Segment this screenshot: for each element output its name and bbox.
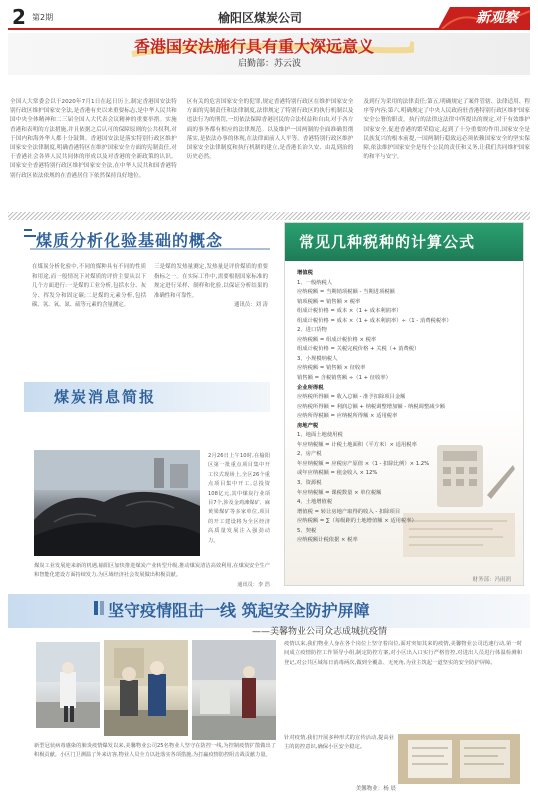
- tax-formula-line: 应纳税所得额 = 利润总额 + 纳税调整增加额 - 纳税调整减少额: [297, 403, 446, 410]
- article-paragraph: 三是煤的发热量测定,发热量是评价煤质的重要指标之一。在实际工作中,需要根据国家标准的规定进行采样、制样和化验,以保证分析结果的准确性和可靠性。: [154, 264, 268, 299]
- tax-formula-line: 应纳税额 = ∑（每级距的土地增值额 × 适用税率）: [297, 518, 417, 525]
- tax-section-heading: 增值税: [297, 270, 313, 276]
- tax-formula-line: 年应纳税额 = 课税数量 × 单位税额: [297, 489, 382, 496]
- disinfection-photo: [36, 642, 100, 728]
- tax-section-heading: 房地产税: [297, 422, 319, 429]
- tax-formula-line: 3、资源税: [297, 480, 322, 487]
- tax-formula-line: 应纳税额 = 当期销项税额 - 当期进项税额: [297, 289, 395, 296]
- notice-board-photo: [398, 734, 520, 784]
- article-author: 通讯员：刘 涛: [233, 302, 268, 309]
- brief-paragraph: 煤炭工业发展迎来新的机遇,榆阳区加快推进煤炭产业转型升级,推动煤炭清洁高效利用,在煤炭安全生产和智能化建设方面持续发力,为区域经济社会发展做出积极贡献。: [34, 563, 270, 579]
- tax-formula-box: [284, 222, 524, 586]
- tax-formula-line: 1、地面土地使用税: [297, 432, 343, 439]
- article-column: 区有关的危害国家安全的犯罪,规定香港特别行政区在维护国家安全方面的宪制责任和法律制度,法律规定了特别行政区的执行机制以及违法行为的刑罚,一切依法保障香港居民的合法权益和自由,对于各方面的事务都有相应的法律规范。以及维护一国两制的全面准确贯彻落实,是依法办事的体现,在法律面前人人平等。香港特别行政区维护国家安全法律制度和执行机制的建立,是香港长治久安、由乱到治的历史必然。: [186, 99, 354, 161]
- tax-formula-line: 年应纳税额 = 计税土地面积（平方米）× 适用税率: [297, 441, 417, 448]
- epidemic-title: 坚守疫情阻击一线 筑起安全防护屏障: [108, 601, 370, 620]
- tax-formula-line: 或年应纳税额 = 租金收入 × 12%: [297, 470, 378, 477]
- brief-bottom-text: [34, 562, 270, 590]
- temperature-check-photo: [104, 640, 188, 736]
- tax-formula-line: 销项税额 = 销售额 × 税率: [297, 298, 361, 305]
- epidemic-intro-text: 新型冠状病毒感染的肺炎疫情爆发以来,美馨物业公司25名物业人坚守在防控一线,为控制疫情扩散做出了积极贡献。小区门卫测温了外来访客,物业人员全力以赴落实各项措施,为打赢疫情防控阻击战贡献力量。: [34, 743, 276, 758]
- epidemic-author: 美馨物业：杨 晨: [355, 786, 396, 792]
- tax-formula-line: 应纳税额计税依据 × 税率: [297, 537, 358, 544]
- tax-formula-line: 组成计税价格 = 关税完税价格 + 关税（+ 消费税）: [297, 346, 420, 353]
- coal-article-body: [32, 263, 268, 311]
- page-header: [8, 4, 530, 30]
- epidemic-body-text: 疫情以来,我们物业人身在各个岗位上坚守着岗位,面对突如其来的疫情,美馨物业公司迅速行动,第一时间成立疫情防控工作领导小组,制定防控方案,对小区出入口实行严格管控,对进出人员进行体温检测和登记,对公共区域每日消毒两次,做到全覆盖、无死角,为业主筑起一道坚实的安全防护屏障。: [284, 641, 522, 666]
- tax-formula-line: 组成计税价格 = 成本 ×（1 + 成本利润率）: [297, 308, 402, 315]
- tax-box-author: 财务部：冯雨润: [472, 577, 511, 583]
- tax-formula-line: 应纳税额 = 组成计税价格 × 税率: [297, 336, 377, 343]
- brief-side-text: 2月26日上午10时,在榆阳区第一批重点项目集中开工仪式现场上,全区26个重点项目集中开工,总投资108亿元,其中煤炭行业项目7个,涉及金鸡滩煤矿、麻黄梁煤矿等多家单位,项目的开工建设将为全区经济高质量发展注入强劲动力。: [208, 453, 271, 544]
- article-column: 及到行为采用的法律责任;第五,明确规定了案件管辖、法律适用、程序等内容;第六,明确规定了中央人民政府驻香港特别行政区维护国家安全公署的职责。执行的法律这法律中所提出的规定,对于有效维护国家安全,促进香港的繁荣稳定,起到了十分重要的作用,国家安全是民族复兴的根本前提,一国两制行稳致远必须依赖国家安全的坚实保障,依法维护国家安全是每个公民的责任和义务,让我们共同维护国家的和平与安宁。: [363, 99, 531, 161]
- tax-formula-line: 组成计税价格 = 成本 ×（1 + 成本利润率）÷（1 - 消费税税率）: [297, 317, 452, 324]
- tax-formula-line: 1、一般纳税人: [297, 279, 333, 286]
- tax-formula-line: 2、进口货物: [297, 327, 327, 334]
- epidemic-body-text-continued: 针对疫情,我们开展多种形式的宣传活动,提高业主的防控意识,确保小区安全稳定。: [284, 735, 394, 751]
- tax-box-title: 常见几种税种的计算公式: [299, 233, 476, 251]
- tax-formula-line: 3、小规模纳税人: [297, 355, 338, 362]
- article-title: 香港国安法施行具有重大深远意义: [134, 37, 375, 56]
- tax-formula-line: 销售额 = 含税销售额 ÷（1 + 征收率）: [297, 375, 391, 382]
- paper-name: 榆阳区煤炭公司: [218, 11, 303, 25]
- tax-box-body: [285, 261, 523, 586]
- tax-formula-line: 2、房产税: [297, 451, 322, 458]
- epidemic-subtitle: ——美馨物业公司众志成城抗疫情: [252, 627, 388, 637]
- brief-author: 通讯员：李 浩: [237, 581, 270, 588]
- article-byline: 启勤部：苏云波: [238, 59, 302, 69]
- tax-formula-line: 4、土地增值税: [297, 499, 333, 506]
- tax-formula-line: 应纳所得税额 = 应纳税所得额 × 适用税率: [297, 413, 398, 420]
- article-column: [154, 263, 268, 311]
- title-bullet-icon: [94, 599, 106, 617]
- tax-formula-list: [297, 269, 523, 546]
- article-body: [10, 98, 530, 181]
- community-checkpoint-photo: [192, 640, 276, 740]
- brief-title: 煤炭消息简报: [54, 388, 157, 406]
- article-column: 在煤炭分析化验中,不同的煤种具有不同的性质和用途,而一般情况下对煤质的评价主要从以下几个方面进行:一是煤的工业分析,包括水分、灰分、挥发分和固定碳;二是煤的元素分析,包括碳、氢、氧、氮、硫等元素的含量测定。: [32, 264, 146, 309]
- tax-formula-line: 5、契税: [297, 527, 317, 534]
- tax-formula-line: 应纳税额 = 销售额 × 征收率: [297, 365, 366, 372]
- page-number: 2: [12, 5, 26, 29]
- tax-section-heading: 企业所得税: [297, 384, 324, 391]
- column-name: 新观察: [476, 10, 518, 26]
- coal-pile-image: [34, 450, 200, 556]
- tax-formula-line: 应纳税所得额 = 收入总额 - 准予扣除项目金额: [297, 394, 406, 401]
- section-divider: [8, 212, 530, 220]
- coal-pile-photo: [34, 450, 200, 556]
- article-column: 全国人大常委会以于2020年7月1日在起日历上,制定香港国安法特别行政区维护国家安全法,是香港有史以来重要标志,是中华人民共和国中央全体精神和二三届全国人大代表会议精神的重要举措。实施香港和表明的方法措施,并且依据之后认可的保障原则的公共权利,对于国内和海外华人都十分鼓舞。香港国安法是落实特别行政区维护国家安全法律制度,明确香港特区在维护国家安全方面的宪制责任,对于香港社会各界人民共同体的形成以及对香港的全新政策的认识。国家安全香港特别行政区维护国家安全法,在中华人民共和国香港特别行政区依法依规的在香港居住下依然保持良好地位。: [10, 99, 177, 179]
- tax-formula-line: 年应纳税额 = 应税房产原值 ×（1 - 扣除比例）× 1.2%: [297, 460, 430, 467]
- tax-formula-line: 增值税 = 转让房地产取得的收入 - 扣除项目: [297, 508, 401, 515]
- coal-article-title: 煤质分析化验基础的概念: [36, 231, 224, 250]
- issue-label: 第2期: [32, 13, 54, 22]
